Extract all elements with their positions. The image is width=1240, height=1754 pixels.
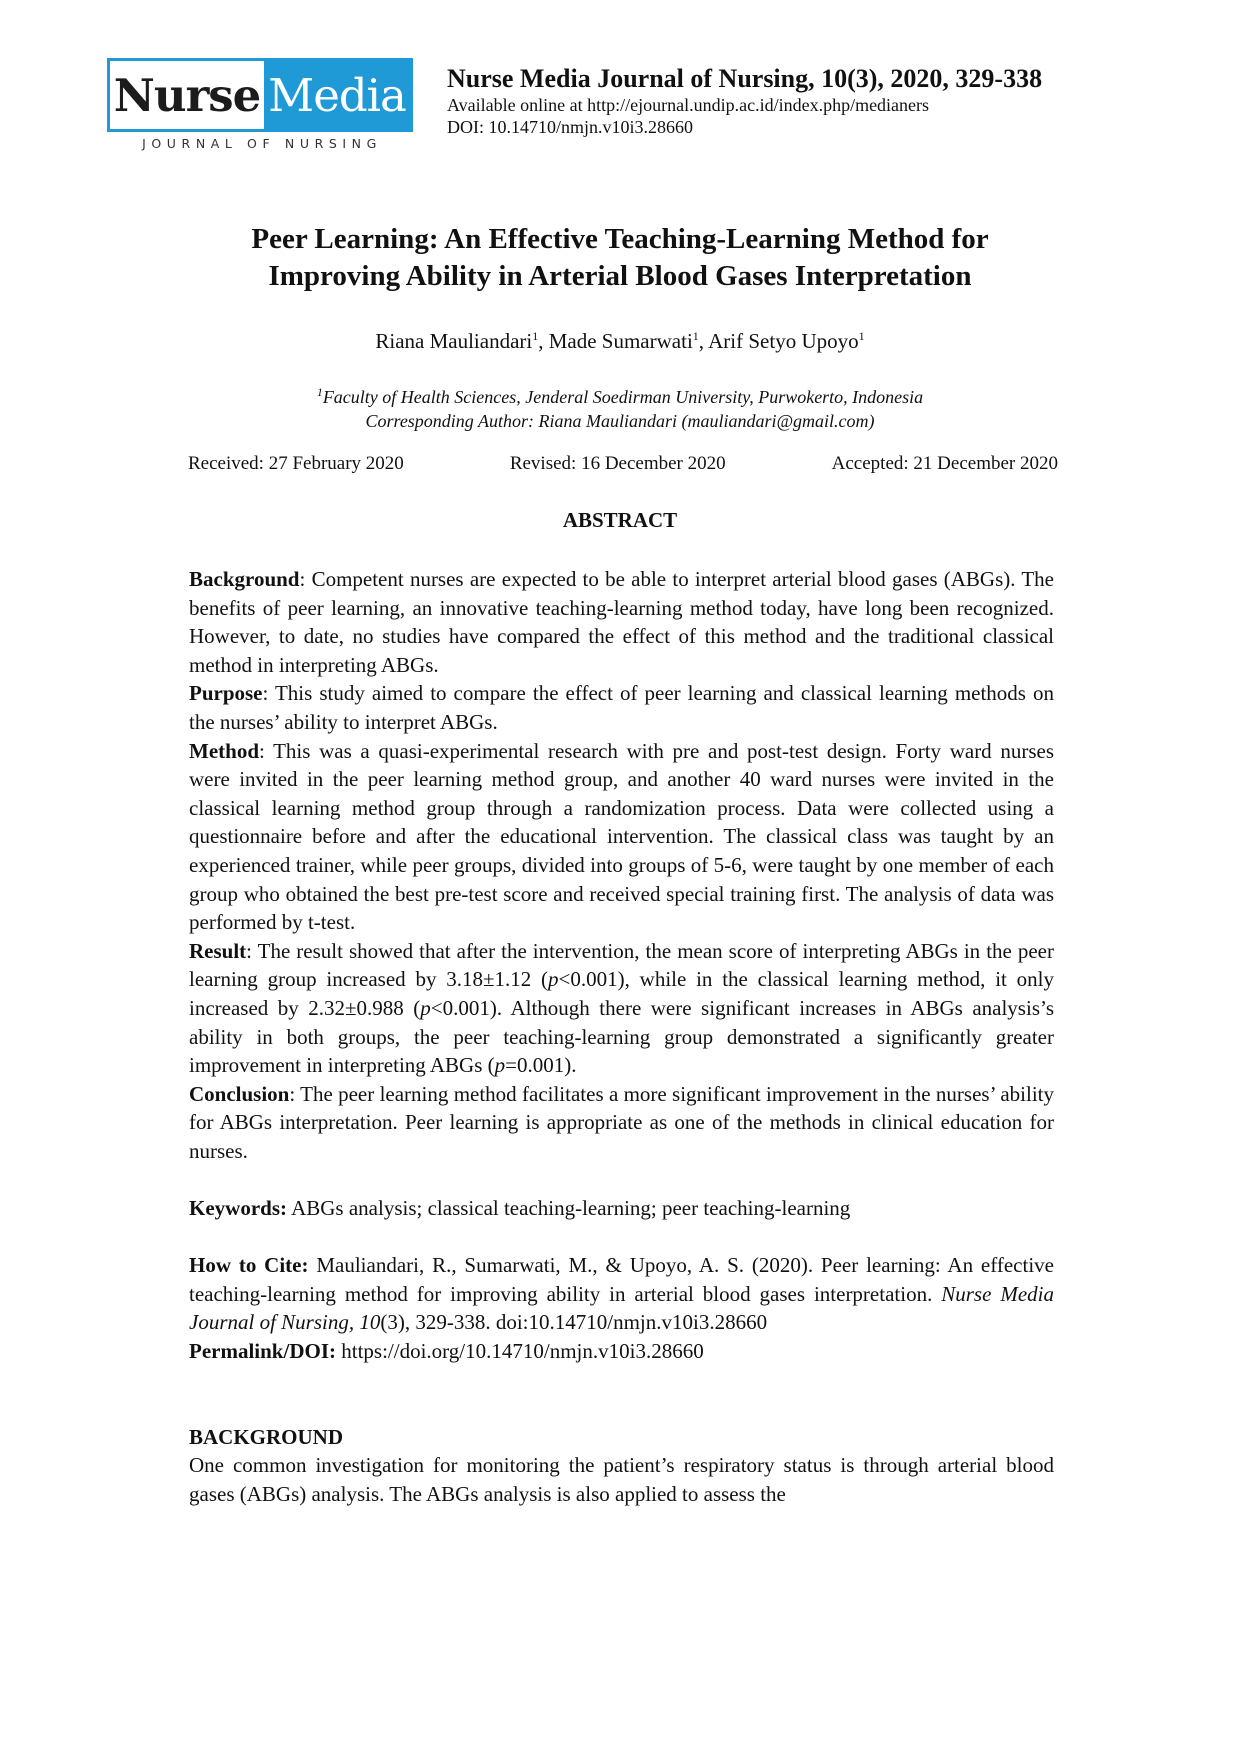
abstract-background-label: Background: [189, 567, 300, 591]
abstract-conclusion-text: : The peer learning method facilitates a more significant improvement in the nurses’ ability for ABGs interpretation. Peer learning is appropriate as one of the methods in clinical education for nurses.: [189, 1081, 1054, 1163]
background-paragraph: One common investigation for monitoring the patient’s respiratory status is through arterial blood gases (ABGs) analysis. The ABGs analysis is also applied to assess the: [189, 1453, 1054, 1506]
logo-word-nurse: Nurse: [113, 68, 261, 122]
journal-title: Nurse Media Journal of Nursing, 10(3), 2020, 329-338: [447, 64, 1043, 93]
journal-header: [447, 64, 1147, 138]
permalink-url[interactable]: https://doi.org/10.14710/nmjn.v10i3.28660: [336, 1339, 704, 1364]
affiliation: Faculty of Health Sciences, Jenderal Soedirman University, Purwokerto, Indonesia: [322, 387, 924, 407]
permalink-label: Permalink/DOI:: [189, 1339, 336, 1364]
author-separator: ,: [538, 329, 549, 353]
logo-subtitle: JOURNAL OF NURSING: [142, 136, 382, 151]
citation: [189, 1251, 1054, 1337]
accepted-date: Accepted: 21 December 2020: [831, 453, 1058, 474]
author-name: Arif Setyo Upoyo: [708, 329, 859, 353]
journal-doi: DOI: 10.14710/nmjn.v10i3.28660: [447, 117, 693, 137]
logo-word-media: Media: [264, 61, 410, 129]
abstract-result-label: Result: [189, 938, 247, 963]
abstract-result: [189, 937, 1054, 1080]
journal-url: Available online at http://ejournal.undip.ac.id/index.php/medianers: [447, 95, 930, 115]
article-title: [150, 221, 1090, 295]
abstract-heading: ABSTRACT: [562, 508, 678, 532]
author-name: Riana Mauliandari: [375, 329, 533, 353]
abstract-purpose-text: : This study aimed to compare the effect of peer learning and classical learning methods on the nurses’ ability to interpret ABGs.: [189, 681, 1054, 734]
keywords: [189, 1194, 1054, 1223]
p-value-symbol: p: [420, 995, 431, 1020]
permalink: [189, 1337, 1054, 1366]
article-title-line-2: Improving Ability in Arterial Blood Gases Interpretation: [268, 260, 972, 292]
abstract-purpose-label: Purpose: [189, 681, 263, 706]
revised-date: Revised: 16 December 2020: [509, 453, 726, 474]
author-list: [150, 323, 1090, 354]
abstract-method-text: : This was a quasi-experimental research with pre and post-test design. Forty ward nurses were invited in the peer learning method group, and another 40 ward nurses were invited in the classical learning method group through a randomization process. Data were collected using a questionnaire before and after the educational intervention. The classical class was taught by an experienced trainer, while peer groups, divided into groups of 5-6, were taught by one member of each group who obtained the best pre-test score and received special training first. The analysis of data was performed by t-test.: [189, 738, 1054, 935]
abstract-conclusion: [189, 1080, 1054, 1166]
citation-text-end: (3), 329-338. doi:10.14710/nmjn.v10i3.28660: [380, 1310, 768, 1335]
author-affiliation-mark: 1: [858, 329, 865, 343]
abstract-result-text: : The result showed that after the intervention, the mean score of interpreting ABGs in the peer learning group increased by 3.18±1.12 (: [189, 938, 1054, 992]
affiliation-mark: 1: [316, 385, 323, 399]
citation-journal: Nurse Media Journal of Nursing, 10: [189, 1281, 1054, 1335]
abstract-method: [189, 737, 1054, 937]
abstract-result-text: =0.001).: [505, 1053, 577, 1078]
article-dates: [188, 452, 1058, 476]
abstract-result-text: <0.001), while in the classical learning method, it only increased by 2.32±0.988 (: [189, 967, 1054, 1020]
citation-text: Mauliandari, R., Sumarwati, M., & Upoyo, A. S. (2020). Peer learning: An effective teaching-learning method for improving ability in arterial blood gases interpretation.: [189, 1253, 1054, 1306]
background-heading: BACKGROUND: [189, 1424, 344, 1449]
abstract-result-text: <0.001). Although there were significant increases in ABGs analysis’s ability in both groups, the peer teaching-learning group demonstrated a significantly greater improvement in interpreting ABGs (: [189, 995, 1054, 1078]
abstract-background: [189, 565, 1054, 679]
logo-box: [107, 58, 413, 132]
author-name: Made Sumarwati: [548, 329, 693, 353]
abstract-method-label: Method: [189, 738, 259, 763]
received-date: Received: 27 February 2020: [188, 453, 404, 474]
citation-label: How to Cite:: [189, 1253, 309, 1278]
keywords-label: Keywords:: [189, 1196, 287, 1221]
journal-logo: [107, 58, 417, 150]
corresponding-author: Corresponding Author: Riana Mauliandari (mauliandari@gmail.com): [365, 411, 875, 431]
keywords-text: ABGs analysis; classical teaching-learning; peer teaching-learning: [287, 1196, 851, 1221]
p-value-symbol: p: [494, 1053, 506, 1078]
affiliation-block: [150, 380, 1090, 433]
article-title-line-1: Peer Learning: An Effective Teaching-Learning Method for: [251, 223, 989, 255]
abstract-conclusion-label: Conclusion: [189, 1081, 290, 1106]
author-affiliation-mark: 1: [692, 329, 699, 343]
author-affiliation-mark: 1: [532, 329, 539, 343]
abstract-body: [189, 565, 1054, 1509]
p-value-symbol: p: [548, 967, 559, 992]
abstract-background-text: : Competent nurses are expected to be able to interpret arterial blood gases (ABGs). The benefits of peer learning, an innovative teaching-learning method today, have long been recognized. However, to date, no studies have compared the effect of this method and the traditional classical method in interpreting ABGs.: [189, 567, 1054, 677]
abstract-purpose: [189, 679, 1054, 736]
author-separator: ,: [698, 329, 709, 353]
